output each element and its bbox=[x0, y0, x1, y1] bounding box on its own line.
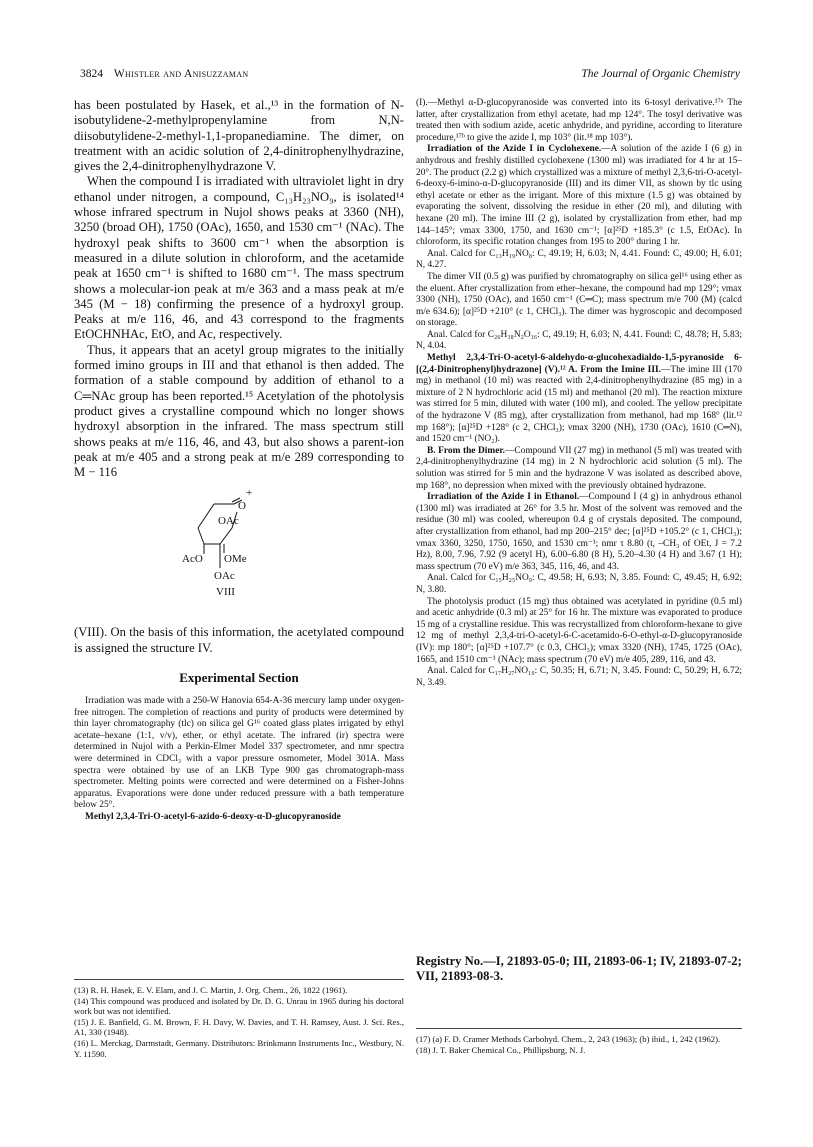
analysis: Anal. Calcd for C₂₆H₃₈N₂O₁₆: C, 49.19; H, 6.03; N, 4.41. Found: C, 48.78; H, 5.83; N, 4.04. bbox=[416, 329, 742, 352]
paragraph: The dimer VII (0.5 g) was purified by chromatography on silica gel¹⁶ using ether as the eluent. After crystallization from ether–hexane, the compound had mp 129°; νmax 3300 (NH), 1750 (OAc), and 1650 cm⁻¹ (C═C); mass spectrum m/e 700 (M) (calcd m/e 634.6); [α]²⁵D +210° (c 1, CHCl₃). The dimer was hygroscopic and decomposed on storage. bbox=[416, 271, 742, 329]
paragraph: (I).—Methyl α-D-glucopyranoside was converted into its 6-tosyl derivative.¹⁷ᵃ The latter, after crystallization from ethyl acetate, had mp 124°. The tosyl derivative was treated then with sodium azide, acetic anhydride, and pyridine, according to literature procedure,¹⁷ᵇ to give the azide I, mp 103° (lit.¹⁸ mp 103°). bbox=[416, 98, 742, 143]
paragraph: Thus, it appears that an acetyl group migrates to the initially formed imino groups in III and that ethanol is then added. The formation of a stable compound by addition of ethanol to a C═NAc group has been reported.¹⁵ Acetylation of the photolysis product gives a crystalline compound which no longer shows hydroxyl absorption in the infrared. The mass spectrum still shows peaks at m/e 116, 46, and 43, but also shows a parent-ion peak at m/e 405 and a strong peak at m/e 289 corresponding to M − 116 bbox=[74, 342, 404, 480]
footnotes-right bbox=[416, 1034, 742, 1055]
paragraph: When the compound I is irradiated with ultraviolet light in dry ethanol under nitrogen, a compound, C₁₃H₂₃NO₉, is isolated¹⁴ whose infrared spectrum in Nujol shows peaks at 3360 (NH), 3250 (broad OH), 1750 (OAc), 1650, and 1530 cm⁻¹ (NAc). The hydroxyl peak shifts to 3600 cm⁻¹ when the absorption is measured in a dilute solution in chloroform, and the acetamide peak at 1650 cm⁻¹ is shifted to 1680 cm⁻¹. The mass spectrum shows a molecular-ion peak at m/e 363 and a mass peak at m/e 345 (M − 18) confirming the presence of a hydroxyl group. Peaks at m/e 116, 46, and 43 correspond to the fragments EtOCHNHAc, EtO, and Ac, respectively. bbox=[74, 174, 404, 342]
header-left bbox=[80, 68, 248, 80]
section-heading: Experimental Section bbox=[179, 670, 299, 686]
structure-viii-figure bbox=[74, 484, 404, 616]
structure-ome: OMe bbox=[224, 553, 247, 566]
page-number: 3824 bbox=[80, 68, 103, 80]
paragraph bbox=[416, 144, 742, 248]
right-column bbox=[416, 98, 742, 689]
procedure-title: Methyl 2,3,4-Tri-O-acetyl-6-azido-6-deoxy-α-D-glucopyranoside bbox=[85, 811, 341, 822]
paragraph bbox=[416, 353, 742, 446]
analysis: Anal. Calcd for C₁₃H₁₉NO₈: C, 49.19; H, 6.03; N, 4.41. Found: C, 49.00; H, 6.01; N, 4.27. bbox=[416, 248, 742, 271]
paragraph: Irradiation was made with a 250-W Hanovia 654-A-36 mercury lamp under oxygen-free nitrogen. The completion of reactions and purity of products were determined by thin layer chromatography (tlc) on silica gel G¹⁶ coated glass plates irrigated by ethyl acetate–hexane (1:1, v/v), ether, or ethyl acetate. The infrared (ir) spectra were determined in Nujol with a Perkin-Elmer Model 337 spectrometer, and nmr spectra were determined in CDCl₃ with a vapor pressure osmometer, Model 301A. Mass spectra were obtained by use of an LKB Type 900 gas chromatograph-mass spectrometer. Melting points were corrected and were determined on a Fisher-Johns apparatus. Evaporations were done under reduced pressure with a bath temperature below 25°. bbox=[74, 696, 404, 811]
footnote: (13) R. H. Hasek, E. V. Elam, and J. C. Martin, J. Org. Chem., 26, 1822 (1961). bbox=[74, 985, 348, 995]
paragraph: has been postulated by Hasek, et al.,¹³ in the formation of N-isobutylidene-2-methylpropenylamine from N,N-diisobutylidene-2-methyl-1,1-propanediamine. The dimer, on treatment with an acidic solution of 2,4-dinitrophenylhydrazine, gives the 2,4-dinitrophenylhydrazone V. bbox=[74, 98, 404, 174]
structure-aco: AcO bbox=[182, 553, 203, 566]
procedure-text: —A solution of the azide I (6 g) in anhydrous and freshly distilled cyclohexene (1300 ml) was irradiated for 4 hr at 15–20°. The product (2.2 g) which crystallized was a mixture of methyl 2,3,6-tri-O-acetyl-6-deoxy-6-imino-α-D-glucopyranoside (III) and its dimer VII, as shown by tlc using ethyl acetate or ether as the irrigant. More of this mixture (1.5 g) was obtained by evaporating the solvent, dissolving the residue in ether (20 ml), and diluting with hexane (20 ml). The imine III (2 g), isolated by crystallization from ether, had mp 144–145°; νmax 3300, 1750, and 1630 cm⁻¹; [α]²⁵D +185.3° (c 1.5, EtOAc). In chloroform, its specific rotation changes from 195 to 200° during 1 hr. bbox=[416, 144, 742, 248]
structure-oac-top: OAc bbox=[218, 515, 239, 528]
structure-ring-oxygen: O bbox=[238, 500, 246, 513]
paragraph bbox=[416, 446, 742, 492]
procedure-title: B. From the Dimer. bbox=[427, 445, 506, 456]
registry-numbers: Registry No.—I, 21893-05-0; III, 21893-06-1; IV, 21893-07-2; VII, 21893-08-3. bbox=[416, 954, 742, 983]
procedure-title: Irradiation of the Azide I in Ethanol. bbox=[427, 492, 580, 503]
footnotes-left bbox=[74, 985, 404, 1059]
page-header bbox=[80, 68, 740, 84]
analysis: Anal. Calcd for C₁₇H₂₇NO₁₀: C, 50.35; H, 6.71; N, 3.45. Found: C, 50.29; H, 6.72; N, 3.49. bbox=[416, 666, 742, 688]
footnote-rule-right bbox=[416, 1028, 742, 1029]
paragraph bbox=[416, 492, 742, 573]
structure-oac-bottom: OAc bbox=[214, 570, 235, 583]
footnote: (17) (a) F. D. Cramer Methods Carbohyd. Chem., 2, 243 (1963); (b) ibid., 1, 242 (1962). bbox=[416, 1034, 721, 1044]
footnote: (14) This compound was produced and isolated by Dr. D. G. Unrau in 1965 during his doctoral work but was not identified. bbox=[74, 995, 404, 1017]
footnote: (18) J. T. Baker Chemical Co., Phillipsburg, N. J. bbox=[416, 1044, 586, 1055]
footnote: (15) J. E. Banfield, G. M. Brown, F. H. Davy, W. Davies, and T. H. Ramsey, Aust. J. Sci. Res., A1, 330 (1948). bbox=[74, 1016, 404, 1038]
running-head: Whistler and Anisuzzaman bbox=[113, 68, 249, 80]
structure-label: VIII bbox=[216, 586, 235, 599]
paragraph: The photolysis product (15 mg) thus obtained was acetylated in pyridine (0.5 ml) and acetic anhydride (0.3 ml) at 25° for 16 hr. The mixture was evaporated to produce 15 mg of a crystalline residue. This was recrystallized from chloroform-hexane to give 12 mg of methyl 2,3,4-tri-O-acetyl-6-C-acetamido-6-O-ethyl-α-D-glucopyranoside (IV): mp 180°; [α]²⁵D +107.7° (c 0.3, CHCl₃); νmax 3320 (NH), 1745, 1725 (OAc), 1665, and 1510 cm⁻¹ (NAc); mass spectrum (70 eV) m/e 405, 289, 116, and 43. bbox=[416, 596, 742, 665]
paragraph: (VIII). On the basis of this information, the acetylated compound is assigned the structure IV. bbox=[74, 625, 404, 655]
procedure-title: Irradiation of the Azide I in Cyclohexene. bbox=[427, 144, 602, 155]
procedure-text: —The imine III (170 mg) in methanol (10 ml) was reacted with 2,4-dinitrophenylhydrazine (85 mg) in a mixture of 2 N hydrochloric acid (15 ml) and methanol (20 ml). The reaction mixture was stirred for 5 min, diluted with water (100 ml), and cooled. The yellow precipitate of the hydrazone V (85 mg), after crystallization from methanol, had mp 168° (lit.¹² mp 168°); [α]²⁵D +128° (c 2, CHCl₃); νmax 3200 (NH), 1730 (OAc), 1610 (C═N), and 1520 cm⁻¹ (NO₂). bbox=[416, 364, 742, 445]
left-column bbox=[74, 98, 404, 824]
structure-plus: + bbox=[246, 487, 253, 500]
footnote-rule-left bbox=[74, 979, 404, 980]
procedure-text: —Compound VII (27 mg) in methanol (5 ml) was treated with 2,4-dinitrophenylhydrazine (14 mg) in 2 N hydrochloric acid solution (5 ml). The solution was stirred for 5 min and the hydrazone V was isolated as described above, mp 168°, no depression when mixed with the previously obtained hydrazone. bbox=[416, 445, 742, 491]
procedure-title: Methyl 2,3,4-Tri-O-acetyl-6-aldehydo-α-glucohexadialdo-1,5-pyranoside 6-[(2,4-Dinitrophenyl)hydrazone] (V).¹² A. From the Imine III. bbox=[416, 353, 742, 375]
footnote: (16) L. Merckag, Darmstadt, Germany. Distributors: Brinkmann Instruments Inc., Westbury, N. Y. 11590. bbox=[74, 1037, 404, 1059]
analysis: Anal. Calcd for C₁₅H₂₅NO₉: C, 49.58; H, 6.93; N, 3.85. Found: C, 49.45; H, 6.92; N, 3.80. bbox=[416, 573, 742, 595]
journal-title: The Journal of Organic Chemistry bbox=[581, 68, 740, 80]
procedure-text: —Compound I (4 g) in anhydrous ethanol (1300 ml) was irradiated at 26° for 3.5 hr. Most of the solvent was removed and the residue (30 ml) was cooled, whereupon 0.4 g of crystals deposited. The compound, after crystallization from ethanol, had mp 200–215° dec; [α]²⁵D +105.2° (c 1, CHCl₃); νmax 3360, 3250, 1750, 1650, and 1530 cm⁻¹; nmr τ 8.80 (t, –CH₃ of OEt, J = 7.2 Hz), 8.00, 7.96, 7.92 (9 acetyl H), 6.00–6.80 (8 H), 5.20–4.30 (4 H) and 3.67 (1 H); mass spectrum (70 eV) m/e 363, 345, 116, 46, and 43. bbox=[416, 492, 742, 572]
